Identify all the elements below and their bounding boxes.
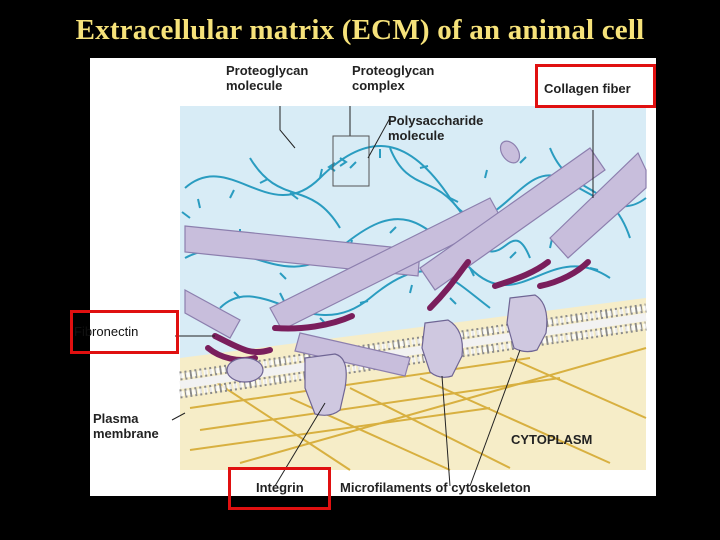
label-polysaccharide-line2: molecule: [388, 128, 445, 143]
label-proteoglycan-complex-line2: complex: [352, 78, 405, 93]
label-microfilaments: Microfilaments of cytoskeleton: [340, 480, 531, 495]
label-plasma-membrane: [93, 411, 159, 441]
diagram-panel: [74, 58, 656, 496]
label-plasma-membrane-line2: membrane: [93, 426, 159, 441]
highlight-box-collagen-fiber: [535, 64, 656, 108]
ecm-diagram: [90, 58, 656, 496]
label-cytoplasm: CYTOPLASM: [511, 432, 593, 447]
label-proteoglycan-complex-line1: Proteoglycan: [352, 63, 435, 78]
label-integrin: Integrin: [256, 480, 304, 495]
label-polysaccharide-molecule: [388, 113, 483, 143]
label-proteoglycan-molecule-line1: Proteoglycan: [226, 63, 309, 78]
label-plasma-membrane-line1: Plasma: [93, 411, 139, 426]
highlight-box-integrin: [228, 467, 331, 510]
slide-title: Extracellular matrix (ECM) of an animal cell: [75, 14, 645, 46]
label-proteoglycan-complex: [352, 63, 434, 93]
label-fibronectin: Fibronectin: [74, 324, 139, 339]
label-proteoglycan-molecule: [226, 63, 308, 93]
label-proteoglycan-molecule-line2: molecule: [226, 78, 283, 93]
highlight-box-fibronectin: [70, 310, 179, 354]
label-polysaccharide-line1: Polysaccharide: [388, 113, 484, 128]
label-collagen-fiber: Collagen fiber: [544, 81, 631, 96]
